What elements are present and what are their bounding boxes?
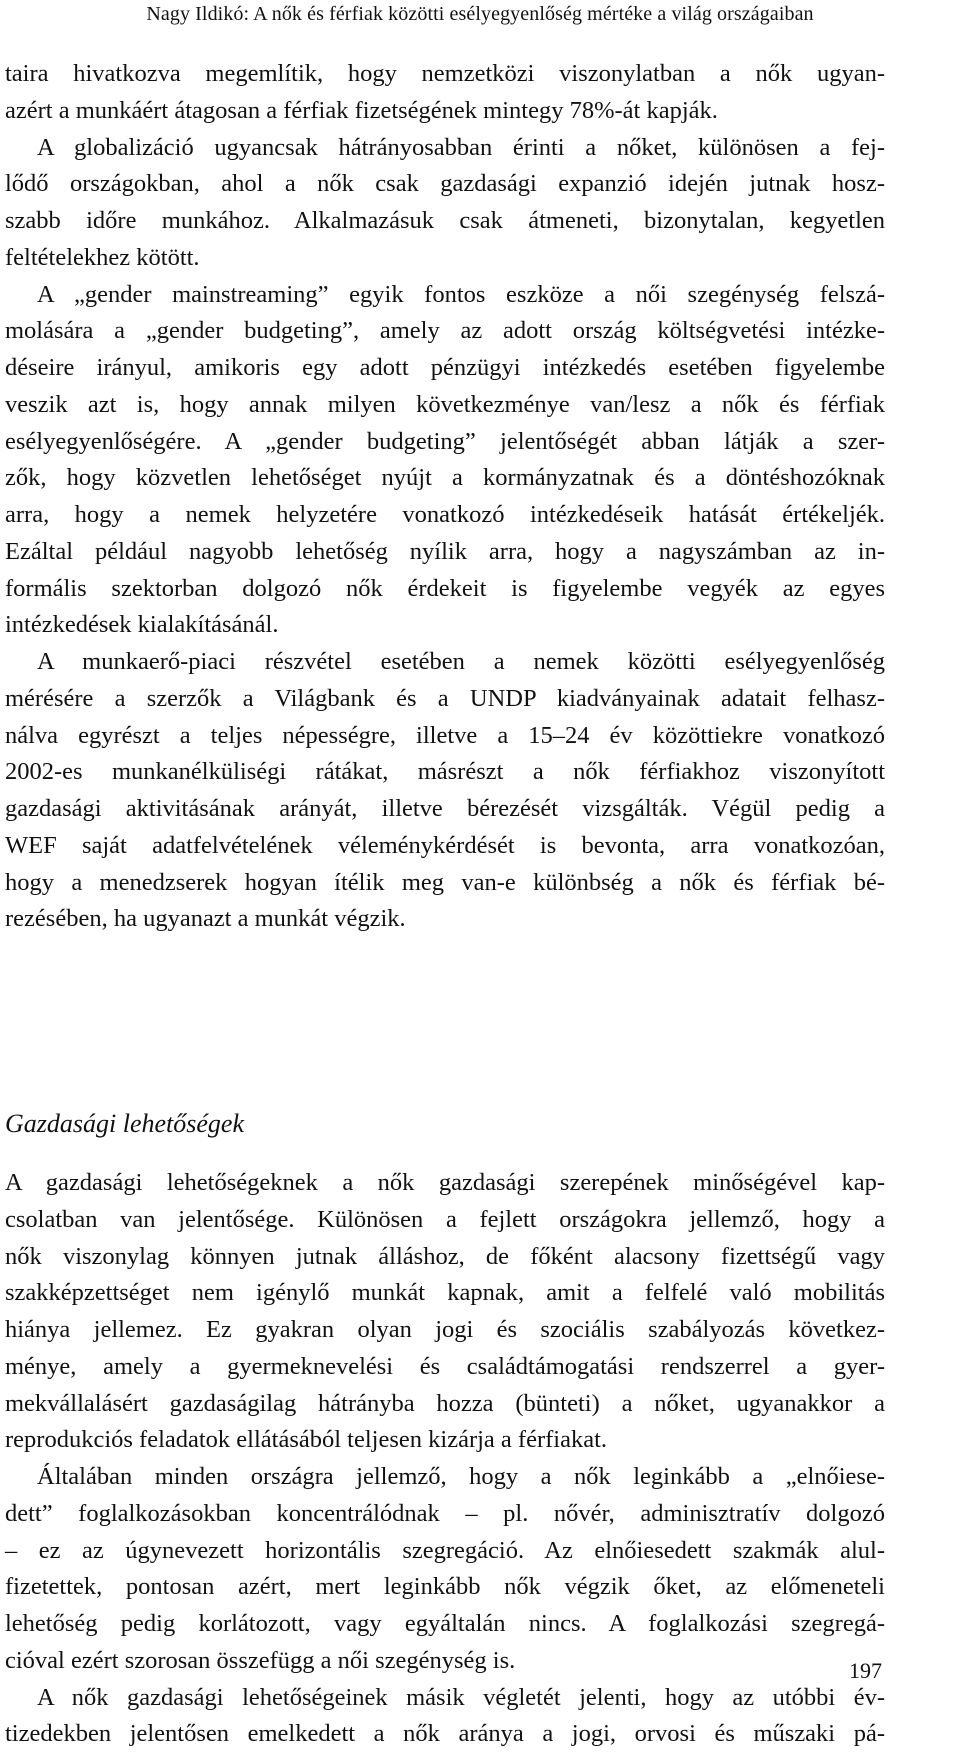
text-line: rezésében, ha ugyanazt a munkát végzik. — [5, 901, 885, 938]
section-heading: Gazdasági lehetőségek — [5, 1104, 244, 1144]
text-line: zők, hogy közvetlen lehetőséget nyújt a kormányzatnak és a döntéshozóknak — [5, 460, 885, 497]
text-line: – ez az úgynevezett horizontális szegregáció. Az elnőiesedett szakmák alul- — [5, 1533, 885, 1570]
text-line: déseire irányul, amikoris egy adott pénzügyi intézkedés esetében figyelembe — [5, 350, 885, 387]
text-line: reprodukciós feladatok ellátásából teljesen kizárja a férfiakat. — [5, 1422, 885, 1459]
body-text-top — [5, 56, 885, 938]
paragraph — [5, 1459, 885, 1680]
text-line: veszik azt is, hogy annak milyen következménye van/lesz a nők és férfiak — [5, 387, 885, 424]
text-line: mekvállalásért gazdaságilag hátrányba hozza (bünteti) a nőket, ugyanakkor a — [5, 1386, 885, 1423]
paragraph — [5, 1680, 885, 1753]
text-line: A munkaerő-piaci részvétel esetében a nemek közötti esélyegyenlőség — [5, 644, 885, 681]
text-line: formális szektorban dolgozó nők érdekeit is figyelembe vegyék az egyes — [5, 571, 885, 608]
text-line: tizedekben jelentősen emelkedett a nők aránya a jogi, orvosi és műszaki pá- — [5, 1716, 885, 1753]
text-line: fizetettek, pontosan azért, mert leginkább nők végzik őket, az előmeneteli — [5, 1569, 885, 1606]
text-line: dett” foglalkozásokban koncentrálódnak – pl. nővér, adminisztratív dolgozó — [5, 1496, 885, 1533]
text-line: hiánya jellemez. Ez gyakran olyan jogi és szociális szabályozás következ- — [5, 1312, 885, 1349]
text-line: hogy a menedzserek hogyan ítélik meg van-e különbség a nők és férfiak bé- — [5, 865, 885, 902]
text-line: intézkedések kialakításánál. — [5, 607, 885, 644]
text-line: feltételekhez kötött. — [5, 240, 885, 277]
text-line: nők viszonylag könnyen jutnak álláshoz, de főként alacsony fizettségű vagy — [5, 1239, 885, 1276]
paragraph — [5, 130, 885, 277]
text-line: A gazdasági lehetőségeknek a nők gazdasági szerepének minőségével kap- — [5, 1165, 885, 1202]
text-line: szabb időre munkához. Alkalmazásuk csak átmeneti, bizonytalan, kegyetlen — [5, 203, 885, 240]
text-line: A „gender mainstreaming” egyik fontos eszköze a női szegénység felszá- — [5, 277, 885, 314]
text-line: azért a munkáért átagosan a férfiak fizetségének mintegy 78%-át kapják. — [5, 93, 885, 130]
text-line: csolatban van jelentősége. Különösen a fejlett országokra jellemző, hogy a — [5, 1202, 885, 1239]
text-line: 2002-es munkanélküliségi rátákat, másrészt a nők férfiakhoz viszonyított — [5, 754, 885, 791]
text-line: WEF saját adatfelvételének véleménykérdését is bevonta, arra vonatkozóan, — [5, 828, 885, 865]
text-line: A nők gazdasági lehetőségeinek másik végletét jelenti, hogy az utóbbi év- — [5, 1680, 885, 1717]
text-line: nálva egyrészt a teljes népességre, illetve a 15–24 év közöttiekre vonatkozó — [5, 718, 885, 755]
text-line: Ezáltal például nagyobb lehetőség nyílik arra, hogy a nagyszámban az in- — [5, 534, 885, 571]
paragraph — [5, 56, 885, 130]
text-line: lehetőség pedig korlátozott, vagy egyáltalán nincs. A foglalkozási szegregá- — [5, 1606, 885, 1643]
text-line: szakképzettséget nem igénylő munkát kapnak, amit a felfelé való mobilitás — [5, 1275, 885, 1312]
text-line: lődő országokban, ahol a nők csak gazdasági expanzió idején jutnak hosz- — [5, 166, 885, 203]
text-line: esélyegyenlőségére. A „gender budgeting” jelentőségét abban látják a szer- — [5, 424, 885, 461]
text-line: gazdasági aktivitásának arányát, illetve bérezését vizsgálták. Végül pedig a — [5, 791, 885, 828]
body-text-bottom — [5, 1165, 885, 1753]
text-line: cióval ezért szorosan összefügg a női szegénység is. — [5, 1643, 885, 1680]
text-line: taira hivatkozva megemlítik, hogy nemzetközi viszonylatban a nők ugyan- — [5, 56, 885, 93]
running-header: Nagy Ildikó: A nők és férfiak közötti esélyegyenlőség mértéke a világ országaiban — [0, 0, 960, 28]
text-line: ménye, amely a gyermeknevelési és családtámogatási rendszerrel a gyer- — [5, 1349, 885, 1386]
text-line: Általában minden országra jellemző, hogy a nők leginkább a „elnőiese- — [5, 1459, 885, 1496]
paragraph — [5, 644, 885, 938]
text-line: molására a „gender budgeting”, amely az adott ország költségvetési intézke- — [5, 313, 885, 350]
text-line: A globalizáció ugyancsak hátrányosabban érinti a nőket, különösen a fej- — [5, 130, 885, 167]
text-line: mérésére a szerzők a Világbank és a UNDP kiadványainak adatait felhasz- — [5, 681, 885, 718]
paragraph — [5, 1165, 885, 1459]
text-line: arra, hogy a nemek helyzetére vonatkozó intézkedéseik hatását értékeljék. — [5, 497, 885, 534]
page-number: 197 — [849, 1656, 882, 1686]
paragraph — [5, 277, 885, 645]
